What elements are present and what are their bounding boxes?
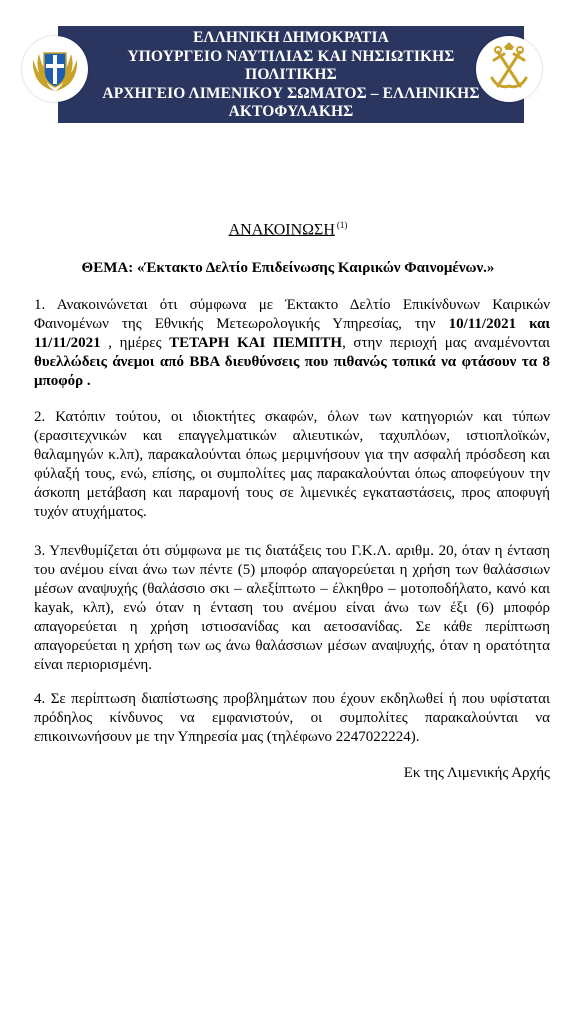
announcement-subject: ΘΕΜΑ: «Έκτακτο Δελτίο Επιδείνωσης Καιρικών Φαινομένων.» [81, 260, 495, 276]
header-line-hq-cont: ΑΚΤΟΦΥΛΑΚΗΣ [228, 103, 354, 120]
signature: Εκ της Λιμενικής Αρχής [403, 765, 550, 781]
paragraph-1 [34, 296, 550, 391]
paragraph-1-text-c: , ημέρες [100, 335, 170, 351]
coast-guard-anchors-icon [476, 36, 542, 102]
header-line-ministry-cont: ΠΟΛΙΤΙΚΗΣ [245, 66, 337, 83]
greek-emblem-icon [22, 36, 88, 102]
paragraph-4: 4. Σε περίπτωση διαπίστωσης προβλημάτων που έχουν εκδηλωθεί ή που υφίσταται πρόδηλος κίνδυνος να εμφανιστούν, οι συμπολίτες παρακαλούνται να επικοινωνήσουν με την Υπηρεσία μας (τηλέφωνο 2247022224). [34, 691, 550, 745]
header-line-country: ΕΛΛΗΝΙΚΗ ΔΗΜΟΚΡΑΤΙΑ [193, 29, 389, 46]
footnote-marker: (1) [336, 220, 348, 230]
paragraph-3: 3. Υπενθυμίζεται ότι σύμφωνα με τις διατάξεις του Γ.Κ.Λ. αριθμ. 20, όταν η ένταση του ανέμου είναι άνω των πέντε (5) μποφόρ απαγορεύεται η χρήση των θαλάσσιων μέσων αναψυχής (θαλάσσιο σκι – αλεξίπτωτο – έλκηθρο – μοτοποδήλατο, κανό και kayak, κλπ), ενώ όταν η ένταση του ανέμου είναι άνω των έξι (6) μποφόρ απαγορεύεται η χρήση ιστιοσανίδας και αετοσανίδας. Σε κάθε περίπτωση απαγορεύεται η χρήση των ως άνω θαλάσσιων μέσων αναψυχής, όταν η ορατότητα είναι περιορισμένη. [34, 543, 550, 673]
header-line-hq: ΑΡΧΗΓΕΙΟ ΛΙΜΕΝΙΚΟΥ ΣΩΜΑΤΟΣ – ΕΛΛΗΝΙΚΗΣ [102, 84, 480, 102]
letterhead-banner [58, 26, 524, 123]
header-line-ministry: ΥΠΟΥΡΓΕΙΟ ΝΑΥΤΙΛΙΑΣ ΚΑΙ ΝΗΣΙΩΤΙΚΗΣ [127, 47, 455, 65]
paragraph-1-warning: θυελλώδεις άνεμοι από ΒΒΑ διευθύνσεις που πιθανώς τοπικά να φτάσουν τα 8 μποφόρ . [34, 354, 550, 389]
paragraph-1-dates: 10/11/2021 και 11/11/2021 [34, 316, 550, 351]
announcement-title [0, 220, 576, 239]
paragraph-1-days: ΤΕΤΑΡΗ ΚΑΙ ΠΕΜΠΤΗ [169, 335, 343, 351]
announcement-title-text: ΑΝΑΚΟΙΝΩΣΗ [228, 221, 335, 239]
paragraph-1-text-a: 1. Ανακοινώνεται ότι σύμφωνα με Έκτακτο Δελτίο Επικίνδυνων Καιρικών Φαινομένων της Εθνικής Μετεωρολογικής Υπηρεσίας, την [34, 297, 550, 332]
paragraph-2: 2. Κατόπιν τούτου, οι ιδιοκτήτες σκαφών, όλων των κατηγοριών και τύπων (ερασιτεχνικών και επαγγελματικών αλιευτικών, ταχυπλόων, ιστιοπλοϊκών, θαλαμηγών κ.λπ), παρακαλούνται όπως μεριμνήσουν για την ασφαλή πρόσδεση και φύλαξή τους, ενώ, επίσης, οι συμπολίτες μας παρακαλούνται όπως αποφεύγουν την άσκοπη μετάβαση και παραμονή τους σε λιμενικές εγκαταστάσεις, προς αποφυγή τυχόν ατυχήματος. [34, 409, 550, 520]
paragraph-1-text-e: , στην περιοχή μας αναμένονται [342, 335, 550, 351]
